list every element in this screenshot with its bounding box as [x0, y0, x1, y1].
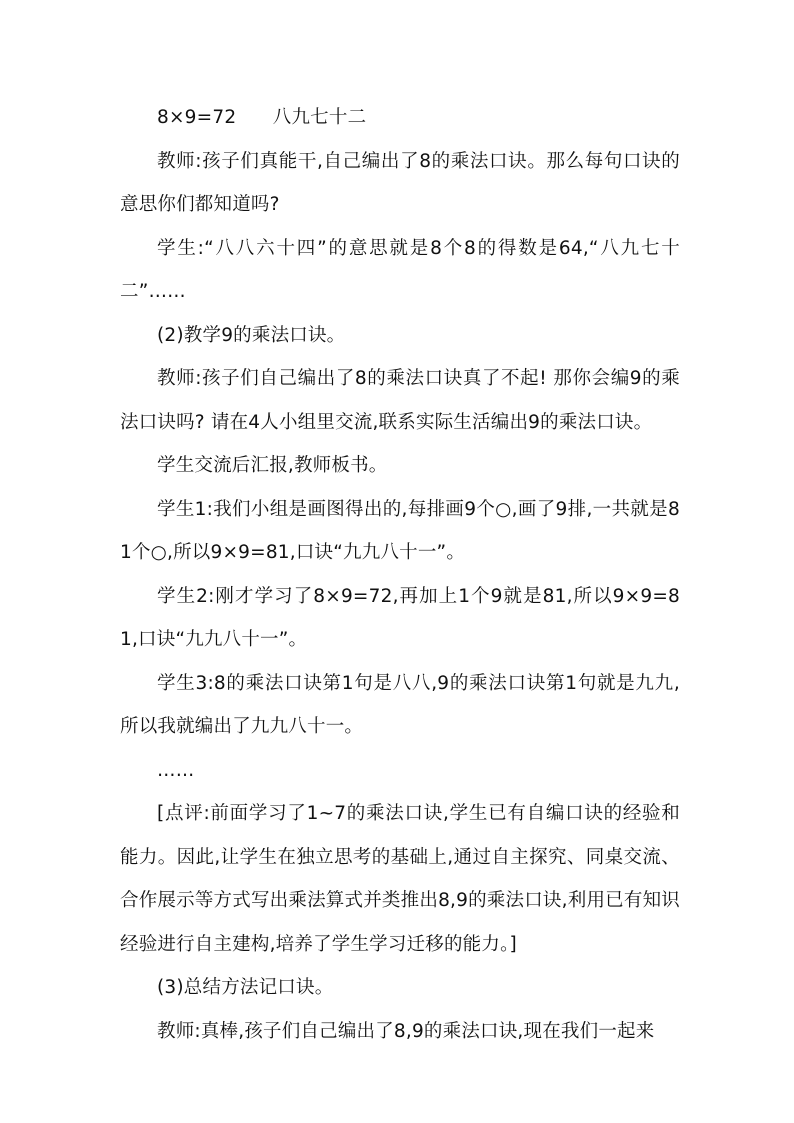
paragraph-formula: 8×9=72 八九七十二 [157, 107, 367, 128]
paragraph-comment: [点评:前面学习了1~7的乘法口诀,学生已有自编口诀的经验和能力。因此,让学生在独立思考的基础上,通过自主探究、同桌交流、合作展示等方式写出乘法算式并类推出8,9的乘法口诀,利用已有知识经验进行自主建构,培养了学生学习迁移的能力。] [120, 803, 680, 955]
paragraph-teacher-2: 教师:孩子们自己编出了8的乘法口诀真了不起! 那你会编9的乘法口诀吗? 请在4人小组里交流,联系实际生活编出9的乘法口诀。 [120, 368, 680, 433]
paragraph-ellipsis: …… [157, 759, 195, 781]
paragraph-student-c: 学生3:8的乘法口诀第1句是八八,9的乘法口诀第1句就是九九,所以我就编出了九九八十一。 [120, 672, 680, 737]
paragraph-student-b: 学生2:刚才学习了8×9=72,再加上1个9就是81,所以9×9=81,口诀“九九八十一”。 [120, 585, 680, 650]
paragraph-teacher-1: 教师:孩子们真能干,自己编出了8的乘法口诀。那么每句口诀的意思你们都知道吗? [120, 150, 680, 215]
paragraph-heading-2: (2)教学9的乘法口诀。 [157, 324, 346, 346]
paragraph-report: 学生交流后汇报,教师板书。 [157, 455, 388, 476]
paragraph-heading-3: (3)总结方法记口诀。 [157, 977, 334, 998]
paragraph-teacher-3: 教师:真棒,孩子们自己编出了8,9的乘法口诀,现在我们一起来 [157, 1020, 655, 1042]
paragraph-student-a: 学生1:我们小组是画图得出的,每排画9个○,画了9排,一共就是81个○,所以9×9=81,口诀“九九八十一”。 [120, 498, 680, 563]
paragraph-student-1: 学生:“八八六十四”的意思就是8个8的得数是64,“八九七十二”…… [120, 237, 680, 302]
document-body [120, 96, 680, 1053]
